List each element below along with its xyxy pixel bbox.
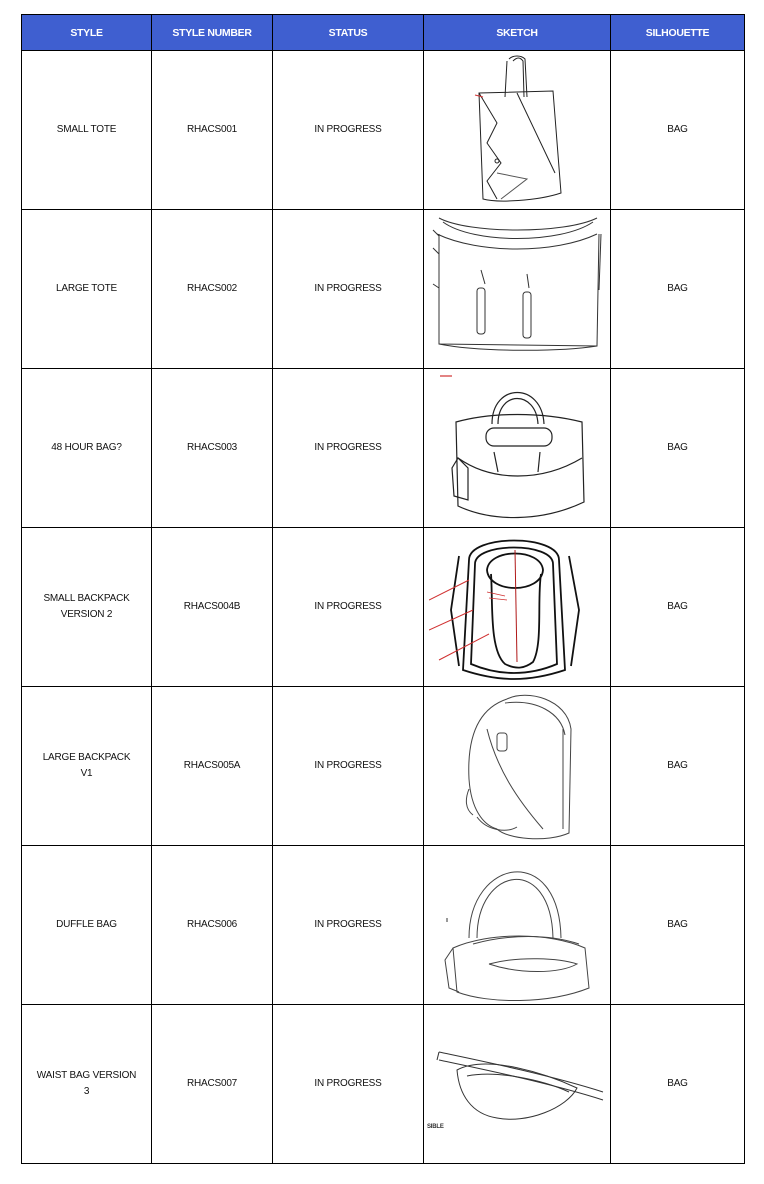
sketch-cell	[424, 210, 611, 369]
silhouette-cell: BAG	[611, 51, 745, 210]
status-cell: IN PROGRESS	[273, 846, 424, 1005]
style-name: SMALL TOTE	[56, 124, 117, 135]
style-cell	[22, 369, 152, 528]
style-name: LARGE BACKPACK V1	[42, 752, 131, 779]
style-cell	[22, 1005, 152, 1164]
style-cell	[22, 846, 152, 1005]
status-cell: IN PROGRESS	[273, 51, 424, 210]
silhouette-cell: BAG	[611, 1005, 745, 1164]
sketch-cell	[424, 687, 611, 846]
sketch-cell	[424, 846, 611, 1005]
header-row	[22, 15, 745, 51]
silhouette-cell: BAG	[611, 687, 745, 846]
table-row	[22, 846, 745, 1005]
table-row	[22, 687, 745, 846]
silhouette-cell: BAG	[611, 846, 745, 1005]
sketch-cell	[424, 51, 611, 210]
style-name: WAIST BAG VERSION 3	[36, 1070, 137, 1097]
style-number-cell: RHACS002	[152, 210, 273, 369]
header-silhouette: SILHOUETTE	[611, 15, 745, 51]
status-cell: IN PROGRESS	[273, 369, 424, 528]
status-cell: IN PROGRESS	[273, 210, 424, 369]
table-row	[22, 1005, 745, 1164]
style-cell	[22, 51, 152, 210]
silhouette-cell: BAG	[611, 210, 745, 369]
style-name: 48 HOUR BAG?	[51, 442, 122, 453]
status-cell: IN PROGRESS	[273, 1005, 424, 1164]
sketch-cell	[424, 528, 611, 687]
style-name: LARGE TOTE	[56, 283, 117, 294]
backpack-sketch-icon	[429, 530, 605, 684]
status-cell: IN PROGRESS	[273, 687, 424, 846]
large-tote-sketch-icon	[429, 214, 605, 364]
style-table	[21, 14, 745, 1164]
header-sketch: SKETCH	[424, 15, 611, 51]
style-name: SMALL BACKPACK VERSION 2	[43, 593, 130, 620]
silhouette-cell: BAG	[611, 528, 745, 687]
style-number-cell: RHACS007	[152, 1005, 273, 1164]
silhouette-cell: BAG	[611, 369, 745, 528]
style-number-cell: RHACS004B	[152, 528, 273, 687]
waist-bag-sketch-icon	[427, 1034, 607, 1134]
weekender-sketch-icon	[432, 372, 602, 524]
tote-sketch-icon	[457, 53, 577, 207]
style-number-cell: RHACS003	[152, 369, 273, 528]
style-name: DUFFLE BAG	[56, 919, 117, 930]
status-cell: IN PROGRESS	[273, 528, 424, 687]
style-cell	[22, 210, 152, 369]
sketch-cell	[424, 369, 611, 528]
duffle-sketch-icon	[429, 848, 605, 1002]
sketch-cell	[424, 1005, 611, 1164]
style-number-cell: RHACS006	[152, 846, 273, 1005]
table-row	[22, 369, 745, 528]
header-style: STYLE	[22, 15, 152, 51]
table-row	[22, 528, 745, 687]
style-cell	[22, 687, 152, 846]
table-row	[22, 210, 745, 369]
style-cell	[22, 528, 152, 687]
large-backpack-sketch-icon	[447, 689, 587, 843]
header-style-number: STYLE NUMBER	[152, 15, 273, 51]
header-status: STATUS	[273, 15, 424, 51]
sketch-note: SIBLE	[427, 1124, 444, 1130]
table-row	[22, 51, 745, 210]
style-number-cell: RHACS001	[152, 51, 273, 210]
style-number-cell: RHACS005A	[152, 687, 273, 846]
